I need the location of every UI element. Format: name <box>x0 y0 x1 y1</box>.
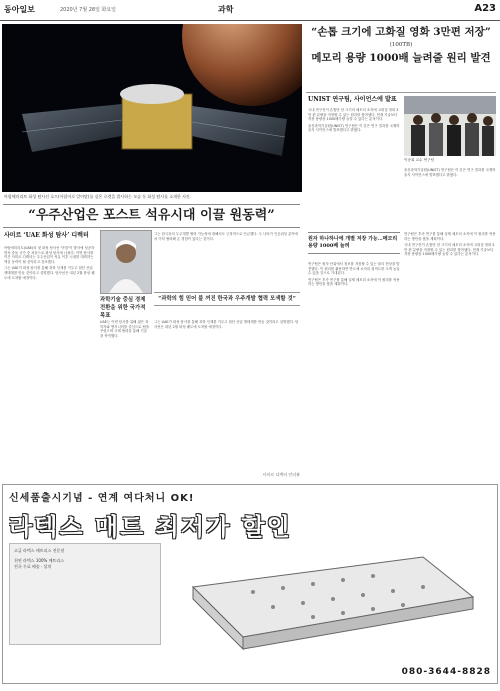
paragraph: 그는 UAE가 화성 탐사를 통해 과학 인재를 키우고 첨단 산업 생태계를 만들 것이라고 설명했다. 탐사선은 내년 2월 화성 궤도에 도착할 예정이다. <box>4 266 95 280</box>
article-left-col1 <box>4 246 96 478</box>
article-right-col4 <box>404 232 496 478</box>
article-left-col2 <box>100 296 150 478</box>
pull-quote-korea: “과학의 힘 믿어 불 꺼진 한국과 우주개발 협력 모색할 것” <box>154 292 300 306</box>
paragraph: 연구팀은 후속 연구를 통해 실제 메모리 소자에 이 원리를 적용하는 방안을 찾을 계획이다. <box>404 232 496 241</box>
article-right-col1 <box>308 108 400 228</box>
pull-quote: 과학기술 중심 경제 전환을 위한 국가적 목표 <box>100 297 146 319</box>
ad-line2: 전국 무료 배송 · 설치 <box>14 564 52 569</box>
page-number: A23 <box>474 3 496 14</box>
subhead-left: 사미르 ‘UAE 화성 탐사’ 디렉터 <box>4 232 89 239</box>
divider <box>306 92 496 93</box>
paragraph: 연구팀은 후속 연구를 통해 실제 메모리 소자에 이 원리를 적용하는 방안을 찾을 계획이다. <box>308 277 400 287</box>
advertisement[interactable] <box>2 484 498 684</box>
paragraph: 아랍에미리트(UAE)의 첫 화성 탐사선 ‘아말’이 발사에 성공하면서 중동 국가 중 처음으로 화성 탐사에 나섰다. 이번 탐사를 이끈 사미르 디렉터는 우주산업이 석유 이후 시대를 대비하는 핵심 동력이 될 것이라고 강조했다. <box>4 246 95 264</box>
paragraph: 울산과학기술원(UNIST) 연구팀은 이 같은 연구 결과를 국제학술지 사이언스에 발표했다고 밝혔다. <box>404 168 496 177</box>
paragraph: 국내 연구진이 손톱만 한 크기의 메모리 소자에 고화질 영화 3만 편 분량을 저장할 수 있는 원리를 찾아냈다. 현재 기술보다 저장 용량을 1000배가량 늘릴 수 있다는 분석이다. <box>308 108 399 122</box>
spacecraft-photo <box>2 24 302 192</box>
paragraph: 그는 한국과의 우주개발 협력 가능성에 대해서도 긍정적으로 언급했다. 두 나라가 인공위성 분야에서 이미 협력해 온 경험이 있다는 것이다. <box>154 232 298 241</box>
paragraph: 그는 UAE가 화성 탐사를 통해 과학 인재를 키우고 첨단 산업 생태계를 만들 것이라고 설명했다. 탐사선은 내년 2월 화성 궤도에 도착할 예정이다. <box>154 320 299 329</box>
ad-logo-area <box>9 543 161 645</box>
issue-date: 2020년 7월 28일 화요일 <box>60 7 117 13</box>
portrait-photo <box>100 230 152 294</box>
portrait-person-icon <box>101 231 151 293</box>
newspaper-logo: 동아일보 <box>4 5 35 14</box>
paragraph: UAE는 이번 탐사를 위해 젊은 과학자와 엔지니어를 중심으로 팀을 꾸렸으며 국제 협력을 통해 기술을 축적했다. <box>100 320 150 338</box>
ad-title: 라텍스 매트 최저가 할인 <box>9 512 292 541</box>
researchers-caption: 이준희 교수 연구팀 <box>404 158 435 162</box>
mattress-image <box>173 547 483 657</box>
highlight-box <box>308 232 400 254</box>
paragraph: 국내 연구진이 손톱만 한 크기의 메모리 소자에 고화질 영화 3만 편 분량을 저장할 수 있는 원리를 찾아냈다. 현재 기술보다 저장 용량을 1000배가량 늘릴 수 있다는 분석이다. <box>404 243 495 257</box>
subhead-right: UNIST 연구팀, 사이언스에 발표 <box>308 96 397 103</box>
article-right-col2 <box>404 168 496 228</box>
headline-line2: (100TB) <box>389 42 413 48</box>
ad-line1: 천연 라텍스 100% 매트리스 <box>14 558 65 563</box>
byline: 사미르 디렉터 인터뷰 <box>262 472 300 477</box>
ad-phone-number[interactable]: 080-3644-8828 <box>401 667 491 677</box>
ad-store-name: 고급 라텍스 매트리스 전문점 <box>14 548 65 553</box>
headline-line3: 메모리 용량 1000배 늘려줄 원리 발견 <box>311 52 491 64</box>
section-name: 과학 <box>218 5 234 14</box>
researchers-photo <box>404 96 496 156</box>
headline-memory <box>306 24 496 90</box>
headline-line1: “손톱 크기에 고화질 영화 3만편 저장” <box>311 26 491 38</box>
photo-caption: 아랍에미리트 화성 탐사선 호프(아랍어로 알아말)를 실은 로켓을 발사하는 모습 등 화성 탐사를 소개한 사진. <box>4 194 192 199</box>
page-header <box>0 0 500 21</box>
paragraph: 연구팀은 원자 단위에서 정보를 저장할 수 있는 물리 현상을 발견했다. 이 원리를 활용하면 반도체 소자의 집적도를 크게 높일 수 있을 것으로 기대된다. <box>308 262 400 276</box>
box-title: 원자 하나하나에 개별 저장 가능…메모리 용량 1000배 늘려 <box>308 236 398 249</box>
article-right-col3 <box>308 262 400 478</box>
article-mid-col <box>154 232 300 292</box>
spacecraft-illustration <box>2 24 302 192</box>
article-mid-col2 <box>154 320 300 470</box>
headline-space-industry: “우주산업은 포스트 석유시대 이끌 원동력” <box>3 204 300 228</box>
paragraph: 울산과학기술원(UNIST) 연구팀은 이 같은 연구 결과를 국제학술지 사이언스에 발표했다고 밝혔다. <box>308 123 400 133</box>
ad-tagline: 신세품출시기념 - 연계 여다처니 OK! <box>9 493 195 504</box>
group-people-icon <box>404 96 496 156</box>
